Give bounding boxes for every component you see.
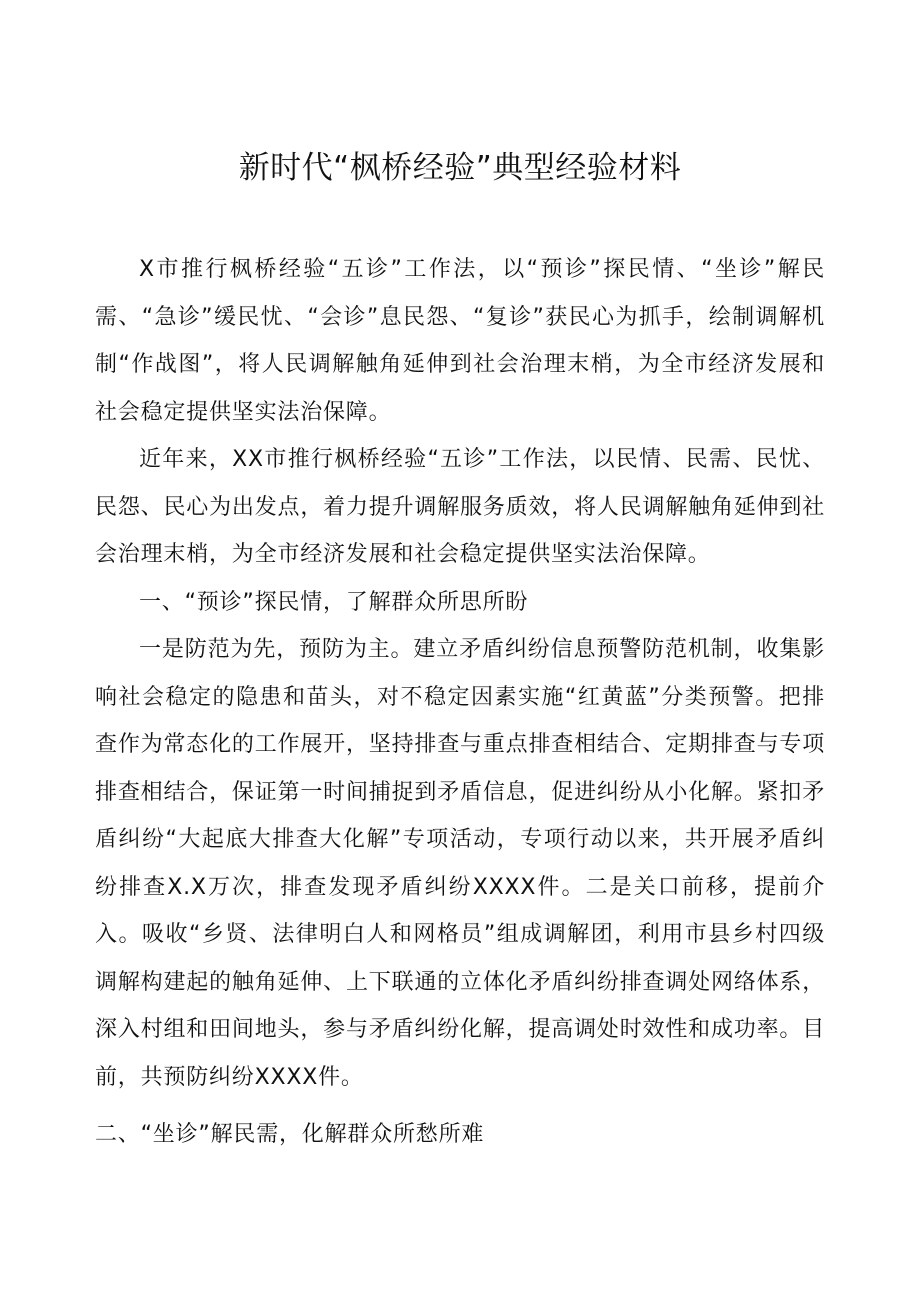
document-title: 新时代“枫桥经验”典型经验材料 [238, 150, 682, 186]
overview-paragraph: 近年来，XX市推行枫桥经验“五诊”工作法，以民情、民需、民忧、民怨、民心为出发点，着力提升调解服务质效，将人民调解触角延伸到社会治理末梢，为全市经济发展和社会稳定提供坚实法治保障。 [95, 447, 825, 567]
document-body [95, 246, 825, 1159]
section-heading-2: 二、“坐诊”解民需，化解群众所愁所难 [95, 1122, 485, 1147]
section-1-paragraph: 一是防范为先，预防为主。建立矛盾纠纷信息预警防范机制，收集影响社会稳定的隐患和苗头，对不稳定因素实施“红黄蓝”分类预警。把排查作为常态化的工作展开，坚持排查与重点排查相结合、定期排查与专项排查相结合，保证第一时间捕捉到矛盾信息，促进纠纷从小化解。紧扣矛盾纠纷“大起底大排查大化解”专项活动，专项行动以来，共开展矛盾纠纷排查X.X万次，排查发现矛盾纠纷XXXX件。二是关口前移，提前介入。吸收“乡贤、法律明白人和网格员”组成调解团，利用市县乡村四级调解构建起的触角延伸、上下联通的立体化矛盾纠纷排查调处网络体系，深入村组和田间地头，参与矛盾纠纷化解，提高调处时效性和成功率。目前，共预防纠纷XXXX件。 [95, 637, 825, 1090]
section-heading-1: 一、“预诊”探民情，了解群众所思所盼 [139, 589, 529, 615]
intro-paragraph: X市推行枫桥经验“五诊”工作法，以“预诊”探民情、“坐诊”解民需、“急诊”缓民忧、“会诊”息民怨、“复诊”获民心为抓手，绘制调解机制“作战图”，将人民调解触角延伸到社会治理末梢，为全市经济发展和社会稳定提供坚实法治保障。 [95, 257, 825, 425]
